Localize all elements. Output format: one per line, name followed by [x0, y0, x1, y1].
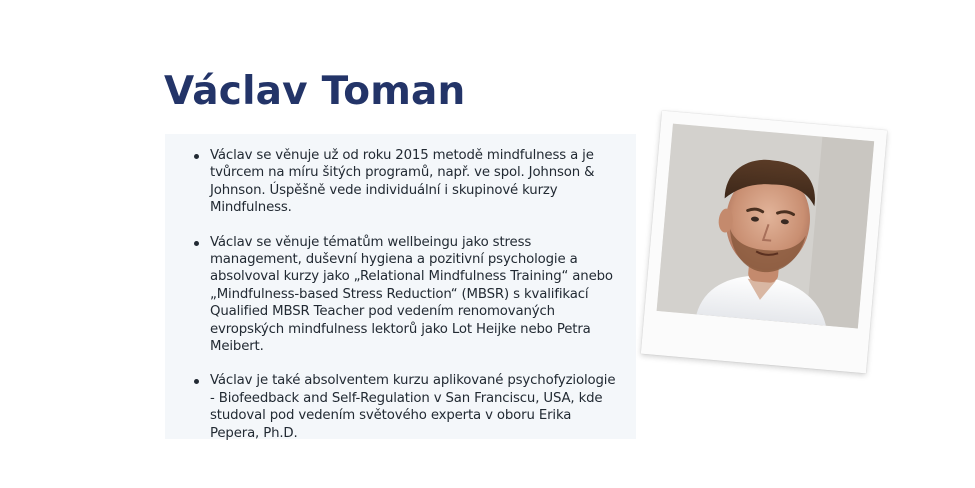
bullet-icon: [194, 241, 199, 246]
bio-item-text: Václav je také absolventem kurzu aplikované psychofyziologie - Biofeedback and Self-Regulation v San Franciscu, USA, kde studoval pod vedením světového experta v oboru Erika Pepera, Ph.D.: [210, 373, 616, 441]
portrait-photo: [657, 124, 875, 329]
polaroid-frame: [641, 111, 887, 374]
bio-item-2: [210, 234, 616, 356]
bullet-icon: [194, 379, 199, 384]
bullet-icon: [194, 154, 199, 159]
portrait-illustration: [657, 124, 875, 329]
bio-item-1: [210, 147, 616, 217]
bio-item-3: [210, 372, 616, 442]
bio-list: [165, 134, 636, 442]
profile-name: Václav Toman: [164, 69, 466, 114]
bio-panel: [165, 134, 636, 439]
bio-item-text: Václav se věnuje tématům wellbeingu jako stress management, duševní hygiena a pozitivní psychologie a absolvoval kurzy jako „Relational Mindfulness Training“ anebo „Mindfulness-based Stress Reduction“ (MBSR) s kvalifikací Qualified MBSR Teacher pod vedením renomovaných evropských mindfulness lektorů jako Lot Heijke nebo Petra Meibert.: [210, 234, 613, 355]
bio-item-text: Václav se věnuje už od roku 2015 metodě mindfulness a je tvůrcem na míru šitých programů, např. ve spol. Johnson & Johnson. Úspěšně vede individuální i skupinové kurzy Mindfulness.: [210, 148, 595, 216]
